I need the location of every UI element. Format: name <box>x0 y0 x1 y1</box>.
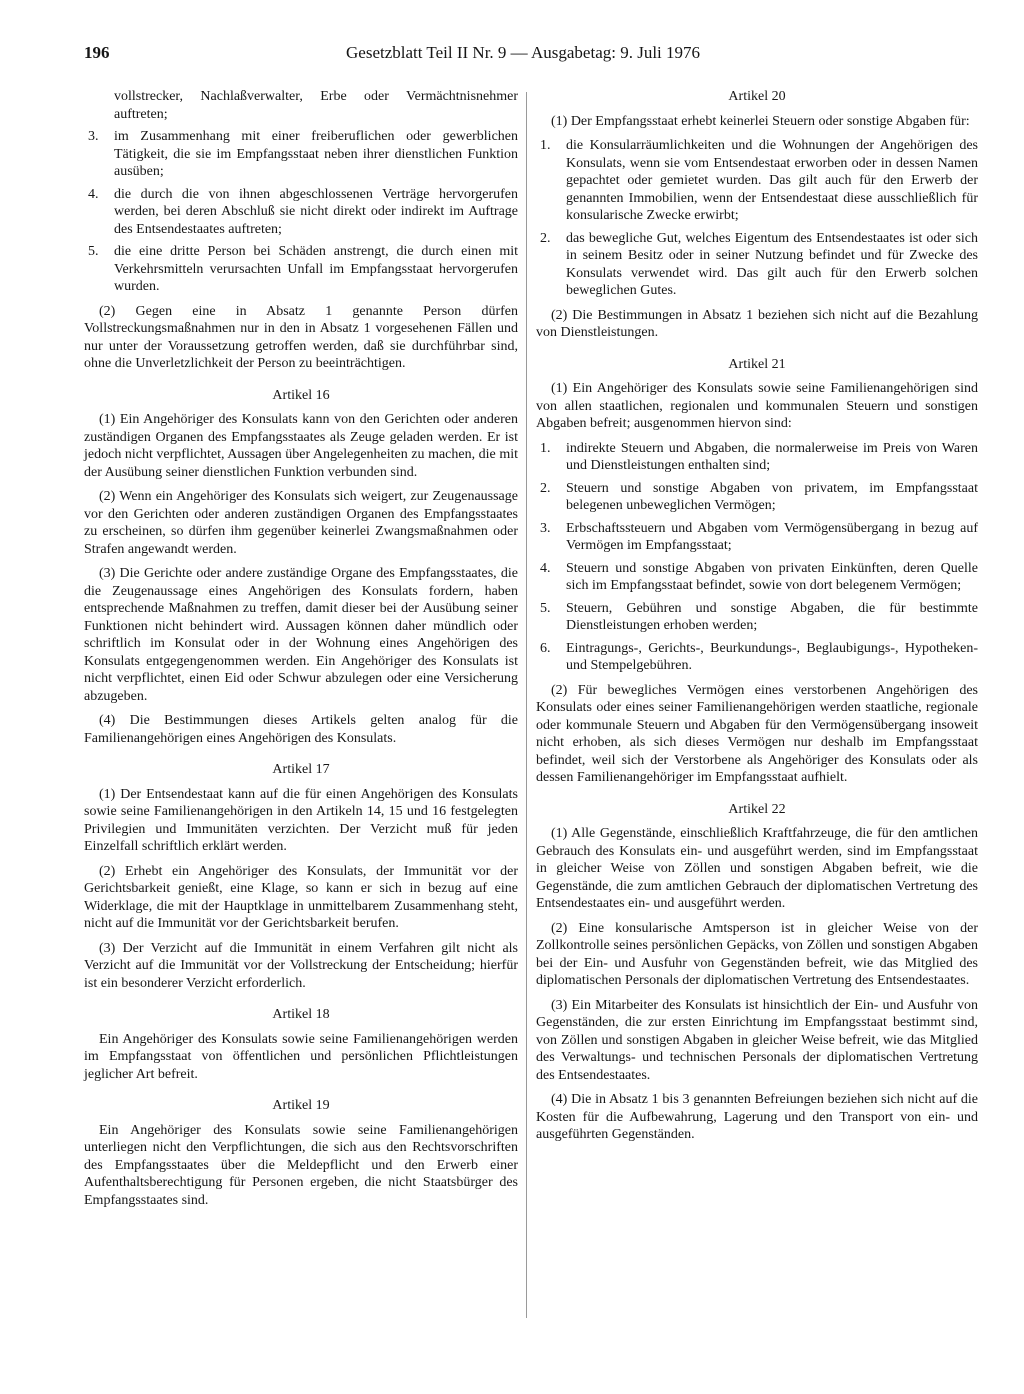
paragraph: (1) Der Empfangsstaat erhebt keinerlei Steuern oder sonstige Abgaben für: <box>551 113 970 129</box>
list-item <box>84 243 518 296</box>
paragraph: (3) Ein Mitarbeiter des Konsulats ist hinsichtlich der Ein- und Ausfuhr von Gegenständen, die zur ersten Einrichtung im Empfangsstaat bestimmt sind, von Zöllen und sonstigen Abgaben in gleicher Weise befreit, wie das Mitglied des Verwaltungs- und technischen Personals der diplomatischen Vertretung des Entsendestaates. <box>536 997 978 1083</box>
paragraph: (1) Ein Angehöriger des Konsulats sowie seine Familienangehörigen sind von allen staatlichen, regionalen und kommunalen Steuern und sonstigen Abgaben befreit; ausgenommen hiervon sind: <box>536 381 978 431</box>
article-21-list <box>536 440 978 675</box>
list-item <box>536 440 978 475</box>
list-item-number: 6. <box>540 640 551 656</box>
paragraph: (1) Der Entsendestaat kann auf die für einen Angehörigen des Konsulats sowie seine Familienangehörigen in den Artikeln 14, 15 und 16 festgelegten Privilegien und Immunitäten verzichten. Der Verzicht muß für jeden Einzelfall schriftlich erklärt werden. <box>84 786 518 854</box>
paragraph: (1) Ein Angehöriger des Konsulats kann von den Gerichten oder anderen zuständigen Organen des Empfangsstaates als Zeuge geladen werden. Er ist jedoch nicht verpflichtet, Aussagen über Angelegenheiten zu machen, die mit der Ausübung seiner dienstlichen Funktion verbunden sind. <box>84 412 518 480</box>
list-item-number: 4. <box>88 186 99 202</box>
list-item-text: Steuern und sonstige Abgaben von privaten Einkünften, deren Quelle sich im Empfangsstaat befindet, sowie von dort belegenem Vermögen; <box>566 560 978 593</box>
list-item <box>536 600 978 635</box>
list-item-text: die Konsularräumlichkeiten und die Wohnungen der Angehörigen des Konsulats, wenn sie vom Entsendestaat erworben oder in dessen Namen gepachtet oder gemietet wurden. Das gilt auch für den Erwerb der genannten Immobilien, wenn der Entsendestaat diese ausschließlich für konsularische Zwecke erwirbt; <box>566 138 978 223</box>
article-heading: Artikel 18 <box>272 1007 330 1022</box>
article-heading: Artikel 21 <box>728 356 786 372</box>
list-item-number: 5. <box>88 244 99 259</box>
list-item-text: die eine dritte Person bei Schäden anstrengt, die durch einen mit Verkehrsmitteln verursachten Unfall im Empfangsstaat hervorgerufen wurden. <box>114 244 518 294</box>
paragraph: (3) Der Verzicht auf die Immunität in einem Verfahren gilt nicht als Verzicht auf die Immunität vor der Vollstreckung der Entscheidung; hierfür ist ein besonderer Verzicht erforderlich. <box>84 940 518 991</box>
paragraph: (4) Die in Absatz 1 bis 3 genannten Befreiungen beziehen sich nicht auf die Kosten für die Aufbewahrung, Lagerung und den Transport von ein- und ausgeführten Gegenständen. <box>536 1092 978 1142</box>
article-20-list <box>536 137 978 300</box>
list-item <box>536 230 978 300</box>
paragraph: (4) Die Bestimmungen dieses Artikels gelten analog für die Familienangehörigen eines Angehörigen des Konsulats. <box>84 713 518 746</box>
list-item <box>536 137 978 225</box>
paragraph: (2) Wenn ein Angehöriger des Konsulats sich weigert, zur Zeugenaussage vor den Gerichten oder anderen zuständigen Organen des Empfangsstaates zu erscheinen, so dürfen ihm gegenüber keinerlei Zwangsmaßnahmen oder Strafen angewandt werden. <box>84 489 518 557</box>
list-continuation: vollstrecker, Nachlaßverwalter, Erbe oder Vermächtnisnehmer auftreten; <box>114 89 518 122</box>
article-heading: Artikel 22 <box>728 801 786 817</box>
list-item-text: Steuern, Gebühren und sonstige Abgaben, die für bestimmte Dienstleistungen erhoben werden; <box>566 600 978 633</box>
list-item-number: 2. <box>540 230 551 246</box>
list-item <box>536 640 978 675</box>
list-item <box>536 560 978 595</box>
left-column <box>84 88 518 1216</box>
header-title: Gesetzblatt Teil II Nr. 9 — Ausgabetag: 9. Juli 1976 <box>346 43 701 62</box>
page-number: 196 <box>84 43 110 62</box>
list-item-text: im Zusammenhang mit einer freiberuflichen oder gewerblichen Tätigkeit, die sie im Empfangsstaat neben ihrer dienstlichen Funktion ausüben; <box>114 129 518 179</box>
paragraph: (2) Erhebt ein Angehöriger des Konsulats, der Immunität vor der Gerichtsbarkeit genießt, eine Klage, so kann er sich in bezug auf eine Widerklage, die mit der Hauptklage in unmittelbarem Zusammenhang steht, nicht auf die Immunität vor der Gerichtsbarkeit berufen. <box>84 863 518 931</box>
paragraph: Ein Angehöriger des Konsulats sowie seine Familienangehörigen unterliegen nicht den Verpflichtungen, die sich aus den Rechtsvorschriften des Empfangsstaates über die Meldepflicht und den Erwerb einer Aufenthaltsberechtigung für Personen ergeben, die nicht Staatsbürger des Empfangsstaates sind. <box>84 1122 518 1208</box>
list-item-number: 2. <box>540 480 551 496</box>
list-item <box>536 480 978 515</box>
paragraph: (2) Gegen eine in Absatz 1 genannte Person dürfen Vollstreckungsmaßnahmen nur in den in Absatz 1 vorgesehenen Fällen und nur unter der Voraussetzung getroffen werden, daß sie durchführbar sind, ohne die Unverletzlichkeit der Person zu beeinträchtigen. <box>84 303 518 371</box>
column-divider <box>526 92 527 1318</box>
article-heading: Artikel 19 <box>272 1098 330 1113</box>
list-item-text: die durch die von ihnen abgeschlossenen Verträge hervorgerufen werden, bei deren Abschluß sie nicht direkt oder indirekt im Auftrage des Entsendestaates auftreten; <box>114 186 518 237</box>
article-heading: Artikel 17 <box>272 762 330 777</box>
list-item-text: indirekte Steuern und Abgaben, die normalerweise im Preis von Waren und Dienstleistungen enthalten sind; <box>566 440 978 473</box>
paragraph: (2) Für bewegliches Vermögen eines verstorbenen Angehörigen des Konsulats oder eines seiner Familienangehörigen werden staatliche, regionale oder kommunale Steuern und Abgaben für den Vermögensübergang insoweit nicht erhoben, als sich dieses Vermögen nur deshalb im Empfangsstaat befindet, weil sich der Verstorbene als Angehöriger des Konsulats oder als dessen Familienangehöriger im Empfangsstaat aufhielt. <box>536 682 978 785</box>
paragraph: (1) Alle Gegenstände, einschließlich Kraftfahrzeuge, die für den amtlichen Gebrauch des Konsulats ein- und ausgeführt werden, sind im Empfangsstaat in gleicher Weise von Zöllen und sonstigen Abgaben befreit, wie die Gegenstände, die zum amtlichen Gebrauch der diplomatischen Vertretung des Entsendestaates ein- und ausgeführt werden. <box>536 826 978 911</box>
paragraph: Ein Angehöriger des Konsulats sowie seine Familienangehörigen werden im Empfangsstaat von öffentlichen und persönlichen Pflichtleistungen jeglicher Art befreit. <box>84 1031 518 1082</box>
right-column <box>536 88 978 1151</box>
list-item-text: Eintragungs-, Gerichts-, Beurkundungs-, Beglaubigungs-, Hypotheken- und Stempelgebühren. <box>566 640 978 673</box>
list-item-number: 4. <box>540 560 551 576</box>
article-15-list <box>84 128 518 296</box>
list-item <box>84 186 518 239</box>
list-item-number: 1. <box>540 138 551 153</box>
list-item-text: Steuern und sonstige Abgaben von privatem, im Empfangsstaat belegenen unbeweglichen Vermögen; <box>566 480 978 513</box>
paragraph: (2) Eine konsularische Amtsperson ist in gleicher Weise von der Zollkontrolle seines persönlichen Gepäcks, von Zöllen und sonstigen Abgaben bei der Ein- und Ausfuhr von Gegenständen befreit, wie das Mitglied des diplomatischen Personals der diplomatischen Vertretung des Entsendestaates. <box>536 920 978 988</box>
list-item <box>536 520 978 555</box>
list-item <box>84 128 518 181</box>
list-item-number: 1. <box>540 440 551 456</box>
paragraph: (3) Die Gerichte oder andere zuständige Organe des Empfangsstaates, die die Zeugenaussage eines Angehörigen des Konsulats fordern, haben entsprechende Maßnahmen zu treffen, damit dieser bei der Ausübung seiner Funktionen nicht behindert wird. Aussagen können daher mündlich oder schriftlich im Konsulat oder in der Wohnung eines Angehörigen des Konsulats entgegengenommen werden. Ein Angehöriger des Konsulats ist nicht verpflichtet, einen Eid oder Schwur abzulegen oder eine Versicherung abzugeben. <box>84 566 518 704</box>
paragraph: (2) Die Bestimmungen in Absatz 1 beziehen sich nicht auf die Bezahlung von Dienstleistungen. <box>536 307 978 340</box>
list-item-number: 5. <box>540 600 551 616</box>
list-item-number: 3. <box>88 129 99 144</box>
list-item-text: Erbschaftssteuern und Abgaben vom Vermögensübergang in bezug auf Vermögen im Empfangsstaat; <box>566 520 978 553</box>
article-heading: Artikel 16 <box>272 387 330 403</box>
list-item-number: 3. <box>540 520 551 536</box>
article-heading: Artikel 20 <box>728 89 786 104</box>
list-item-text: das bewegliche Gut, welches Eigentum des Entsendestaates ist oder sich in seinem Besitz oder in seiner Nutzung befindet und für Zwecke des Konsulats verwendet wird. Das gilt auch für den Erwerb solchen beweglichen Gutes. <box>566 230 978 298</box>
